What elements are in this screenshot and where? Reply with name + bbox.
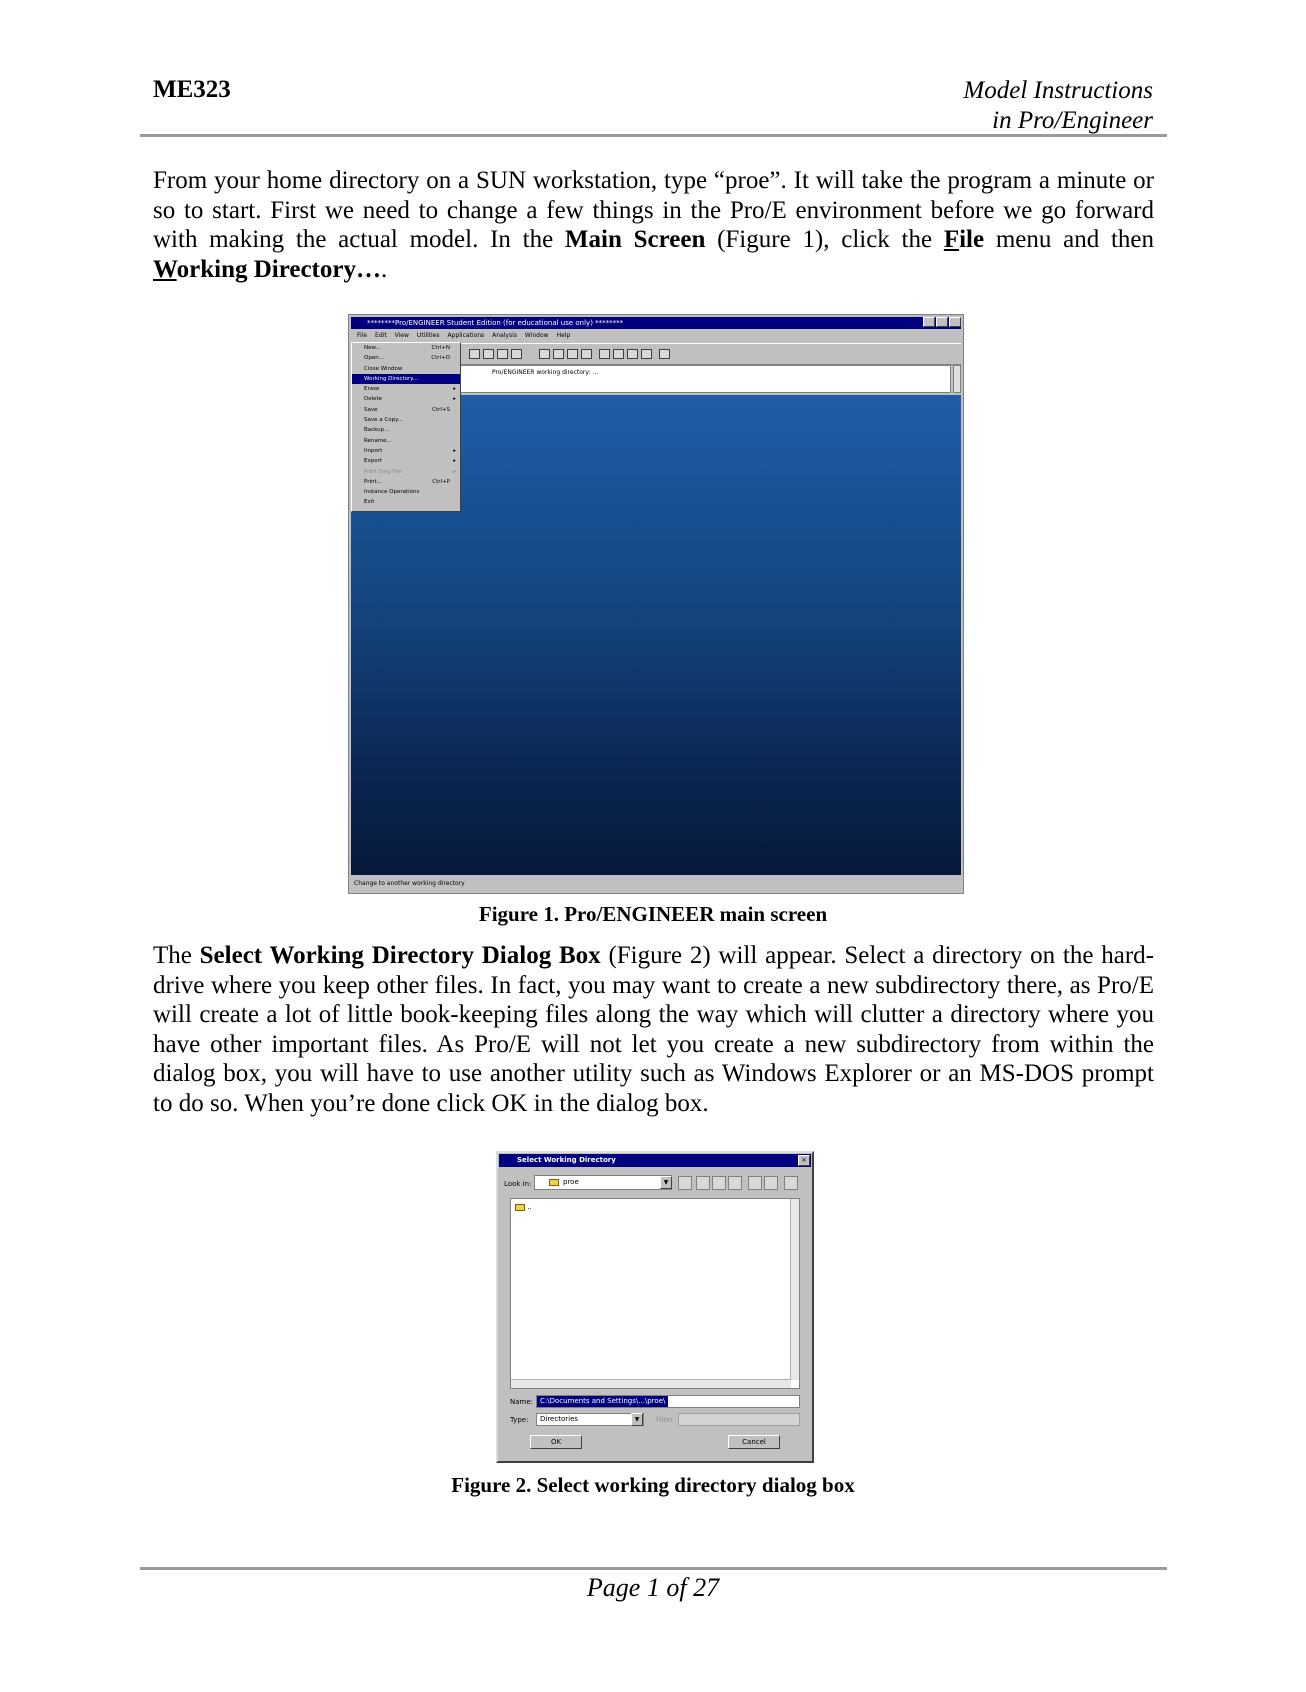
zoom-icon[interactable] <box>469 349 480 359</box>
folder-icon <box>515 1204 525 1211</box>
list-item[interactable]: .. <box>515 1203 532 1211</box>
close-button[interactable] <box>949 317 961 327</box>
cancel-button[interactable]: Cancel <box>728 1435 780 1449</box>
up-folder-icon[interactable] <box>678 1176 692 1190</box>
hidden-line-icon[interactable] <box>553 349 564 359</box>
file-menu-item[interactable]: Erase ▸ <box>364 386 456 393</box>
menu-edit[interactable]: Edit <box>375 332 387 339</box>
preview-icon[interactable] <box>784 1176 798 1190</box>
document-title <box>963 76 1153 136</box>
proe-menubar <box>351 330 961 342</box>
zoom-window-icon[interactable] <box>483 349 494 359</box>
file-menu-item[interactable]: Print... Ctrl+P <box>364 478 450 485</box>
file-menu-item[interactable]: Close Window <box>364 365 403 372</box>
file-menu-item[interactable]: Backup... <box>364 427 390 434</box>
type-label: Type: <box>510 1416 529 1424</box>
page-number: Page 1 of 27 <box>586 1573 720 1602</box>
file-menu-item[interactable]: Delete ▸ <box>364 396 456 403</box>
file-menu-item: Print Dwg File ▸ <box>364 468 456 475</box>
proe-title-bar <box>351 317 961 329</box>
footer-rule <box>140 1567 1167 1570</box>
file-menu-item[interactable]: Open... Ctrl+O <box>364 355 450 362</box>
file-menu-item-working-directory[interactable]: Working Directory... <box>352 374 460 384</box>
horizontal-scrollbar[interactable] <box>511 1379 791 1388</box>
maximize-button[interactable] <box>936 317 948 327</box>
file-menu-item[interactable]: Save a Copy... <box>364 417 403 424</box>
menu-file[interactable]: File <box>357 332 368 339</box>
name-label: Name: <box>510 1398 534 1406</box>
help-icon[interactable] <box>659 349 670 359</box>
menu-applications[interactable]: Applications <box>447 332 485 339</box>
file-menu-item[interactable]: Export ▸ <box>364 458 456 465</box>
menu-analysis[interactable]: Analysis <box>492 332 517 339</box>
document-title-line1: Model Instructions <box>963 77 1153 104</box>
menu-view[interactable]: View <box>394 332 409 339</box>
no-hidden-icon[interactable] <box>567 349 578 359</box>
details-view-icon[interactable] <box>764 1176 778 1190</box>
wireframe-icon[interactable] <box>539 349 550 359</box>
window-controls <box>923 317 961 327</box>
list-view-icon[interactable] <box>748 1176 762 1190</box>
file-menu-item[interactable]: Save Ctrl+S <box>364 406 450 413</box>
file-menu-item[interactable]: Exit <box>364 499 375 506</box>
look-in-select[interactable] <box>534 1175 672 1190</box>
filter-field <box>678 1413 800 1426</box>
course-code: ME323 <box>153 76 231 103</box>
chevron-down-icon[interactable]: ▼ <box>660 1176 672 1189</box>
datum-points-icon[interactable] <box>627 349 638 359</box>
datum-axes-icon[interactable] <box>613 349 624 359</box>
orient-icon[interactable] <box>511 349 522 359</box>
directory-list[interactable] <box>510 1198 800 1389</box>
favorites-icon[interactable] <box>728 1176 742 1190</box>
proe-main-screen-figure <box>349 315 963 893</box>
intro-paragraph: From your home directory on a SUN workstation, type “proe”. It will take the program a minute or so to start. First we need to change a few things in the Pro/E environment before we go forward with making the actual model. In the Main Screen (Figure 1), click the File menu and then Working Directory…. <box>153 167 1154 283</box>
select-working-directory-dialog <box>496 1151 814 1463</box>
new-folder-icon[interactable] <box>712 1176 726 1190</box>
look-in-label: Look in: <box>504 1180 532 1188</box>
minimize-button[interactable] <box>923 317 935 327</box>
status-bar: Change to another working directory <box>354 880 465 887</box>
proe-window-title: ********Pro/ENGINEER Student Edition (for educational use only) ******** <box>367 319 624 327</box>
file-menu-item[interactable]: New... Ctrl+N <box>364 345 450 351</box>
file-menu-item[interactable]: Instance Operations <box>364 489 420 496</box>
coord-sys-icon[interactable] <box>641 349 652 359</box>
document-title-line2: in Pro/Engineer <box>992 107 1153 134</box>
file-menu-item[interactable]: Rename... <box>364 437 392 444</box>
filter-label: Filter: <box>656 1416 676 1424</box>
type-select[interactable]: Directories <box>536 1413 644 1426</box>
close-icon[interactable]: × <box>798 1155 810 1166</box>
menu-utilities[interactable]: Utilities <box>416 332 440 339</box>
menu-help[interactable]: Help <box>556 332 571 339</box>
message-text: Pro/ENGINEER working directory: ... <box>492 369 599 376</box>
file-menu-item[interactable]: Import ▸ <box>364 447 456 454</box>
dialog-paragraph: The Select Working Directory Dialog Box (Figure 2) will appear. Select a directory on the hard-drive where you keep other files. In fact, you may want to create a new subdirectory there, as Pro/E will create a lot of little book-keeping files along the way which will clutter a directory where you have other important files. As Pro/E will not let you create a new subdirectory from within the dialog box, you will have to use another utility such as Windows Explorer or an MS-DOS prompt to do so. When you’re done click OK in the dialog box. <box>153 942 1154 1117</box>
dialog-title-bar <box>499 1154 811 1167</box>
message-scrollbar[interactable] <box>953 365 961 393</box>
file-menu-dropdown <box>351 342 461 512</box>
look-in-value: proe <box>563 1178 579 1186</box>
repaint-icon[interactable] <box>497 349 508 359</box>
figure2-caption: Figure 2. Select working directory dialog box <box>451 1473 855 1497</box>
shade-icon[interactable] <box>581 349 592 359</box>
datum-planes-icon[interactable] <box>599 349 610 359</box>
dialog-title: Select Working Directory <box>517 1156 616 1164</box>
name-field[interactable] <box>536 1395 800 1408</box>
header-rule <box>140 134 1167 137</box>
name-value: C:\Documents and Settings\...\proe\ <box>537 1396 668 1407</box>
chevron-down-icon[interactable]: ▼ <box>631 1413 643 1426</box>
folder-icon <box>549 1179 559 1186</box>
desktop-icon[interactable] <box>696 1176 710 1190</box>
figure1-caption: Figure 1. Pro/ENGINEER main screen <box>478 902 828 926</box>
menu-window[interactable]: Window <box>524 332 549 339</box>
vertical-scrollbar[interactable] <box>790 1199 799 1380</box>
ok-button[interactable]: OK <box>530 1435 582 1449</box>
